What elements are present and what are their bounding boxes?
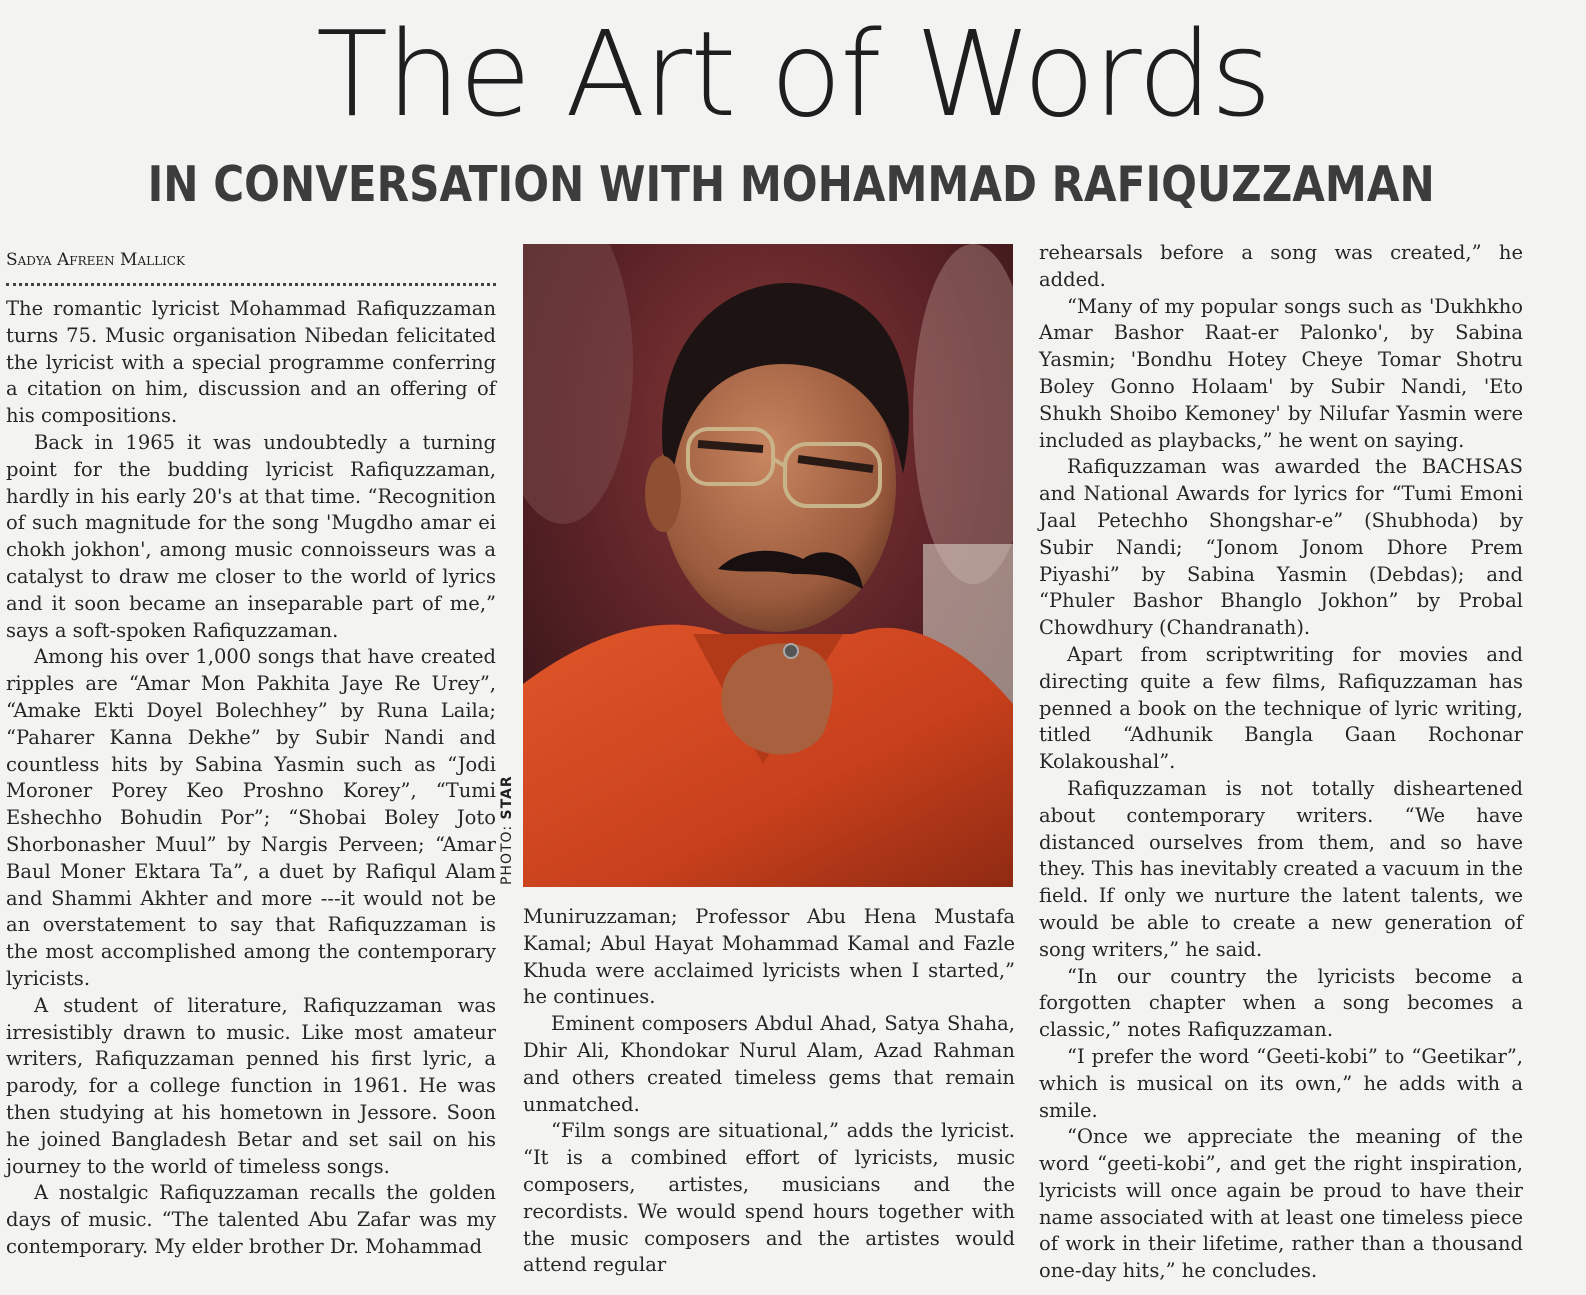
paragraph: Muniruzzaman; Professor Abu Hena Mustafa Kamal; Abul Hayat Mohammad Kamal and Fazle Khuda were acclaimed lyricists when I started,” he continues. <box>523 905 1015 1009</box>
paragraph: “I prefer the word “Geeti-kobi” to “Geetikar”, which is musical on its own,” he adds with a smile. <box>1039 1044 1523 1122</box>
paragraph: The romantic lyricist Mohammad Rafiquzzaman turns 75. Music organisation Nibedan felicitated the lyricist with a special programme conferring a citation on him, discussion and an offering of his compositions. <box>6 297 496 428</box>
headline: The Art of Words <box>315 5 1270 143</box>
paragraph: “Film songs are situational,” adds the lyricist. “It is a combined effort of lyricists, music composers, artistes, musicians and the recordists. We would spend hours together with the music composers and the artistes would attend regular <box>523 1119 1015 1277</box>
portrait-photo <box>523 244 1013 887</box>
subheadline: IN CONVERSATION WITH MOHAMMAD RAFIQUZZAMAN <box>147 156 1435 213</box>
paragraph: rehearsals before a song was created,” he added. <box>1039 241 1523 291</box>
byline: Sadya Afreen Mallick <box>6 250 185 270</box>
paragraph: Eminent composers Abdul Ahad, Satya Shaha, Dhir Ali, Khondokar Nurul Alam, Azad Rahman and others created timeless gems that remain unmatched. <box>523 1012 1015 1116</box>
photo-credit-prefix: PHOTO: <box>499 819 515 885</box>
paragraph: A student of literature, Rafiquzzaman was irresistibly drawn to music. Like most amateur writers, Rafiquzzaman penned his first lyric, a parody, for a college function in 1961. He was then studying at his hometown in Jessore. Soon he joined Bangladesh Betar and set sail on his journey to the world of timeless songs. <box>6 993 496 1178</box>
paragraph: “In our country the lyricists become a forgotten chapter when a song becomes a classic,” notes Rafiquzzaman. <box>1039 964 1523 1042</box>
paragraph: A nostalgic Rafiquzzaman recalls the golden days of music. “The talented Abu Zafar was my contemporary. My elder brother Dr. Mohammad <box>6 1181 496 1258</box>
paragraph: “Many of my popular songs such as 'Dukhkho Amar Bashor Raat-er Palonko', by Sabina Yasmin; 'Bondhu Hotey Cheye Tomar Shotru Boley Gonno Holaam' by Subir Nandi, 'Eto Shukh Shoibo Kemoney' by Nilufar Yasmin were included as playbacks,” he went on saying. <box>1039 294 1523 452</box>
paragraph: Among his over 1,000 songs that have created ripples are “Amar Mon Pakhita Jaye Re Urey”, “Amake Ekti Doyel Bolechhey” by Runa Laila; “Paharer Kanna Dekhe” by Subir Nandi and countless hits by Sabina Yasmin such as “Jodi Moroner Porey Keo Proshno Korey”, “Tumi Eshechho Bohudin Por”; “Shobai Boley Joto Shorbonasher Muul” by Nargis Perveen; “Amar Baul Moner Ektara Ta”, a duet by Rafiqul Alam and Shammi Akhter and more ---it would not be an overstatement to say that Rafiquzzaman is the most accomplished among the contemporary lyricists. <box>6 645 496 990</box>
column-3 <box>1039 240 1523 1285</box>
photo-credit-name: STAR <box>499 775 515 820</box>
paragraph: Rafiquzzaman is not totally disheartened about contemporary writers. “We have distanced ourselves from them, and so have they. This has inevitably created a vacuum in the field. If only we nurture the latent talents, we would be able to create a new generation of song writers,” he said. <box>1039 776 1523 961</box>
column-2 <box>523 904 1015 1279</box>
paragraph: Back in 1965 it was undoubtedly a turning point for the budding lyricist Rafiquzzaman, hardly in his early 20's at that time. “Recognition of such magnitude for the song 'Mugdho amar ei chokh jokhon', among music connoisseurs was a catalyst to draw me closer to the world of lyrics and it soon became an inseparable part of me,” says a soft-spoken Rafiquzzaman. <box>6 430 496 642</box>
paragraph: “Once we appreciate the meaning of the word “geeti-kobi”, and get the right inspiration, lyricists will once again be proud to have their name associated with at least one timeless piece of work in their lifetime, rather than a thousand one-day hits,” he concludes. <box>1039 1125 1523 1283</box>
photo-credit <box>499 775 515 885</box>
portrait-illustration <box>523 244 1013 887</box>
paragraph: Rafiquzzaman was awarded the BACHSAS and National Awards for lyrics for “Tumi Emoni Jaal Petechho Shongshar-e” (Shubhoda) by Subir Nandi; “Jonom Jonom Dhore Prem Piyashi” by Sabina Yasmin (Debdas); and “Phuler Bashor Bhanglo Jokhon” by Probal Chowdhury (Chandranath). <box>1039 455 1523 640</box>
byline-divider <box>6 283 496 286</box>
column-1 <box>6 247 496 1261</box>
paragraph: Apart from scriptwriting for movies and directing quite a few films, Rafiquzzaman has penned a book on the technique of lyric writing, titled “Adhunik Bangla Gaan Rochonar Kolakoushal”. <box>1039 642 1523 774</box>
